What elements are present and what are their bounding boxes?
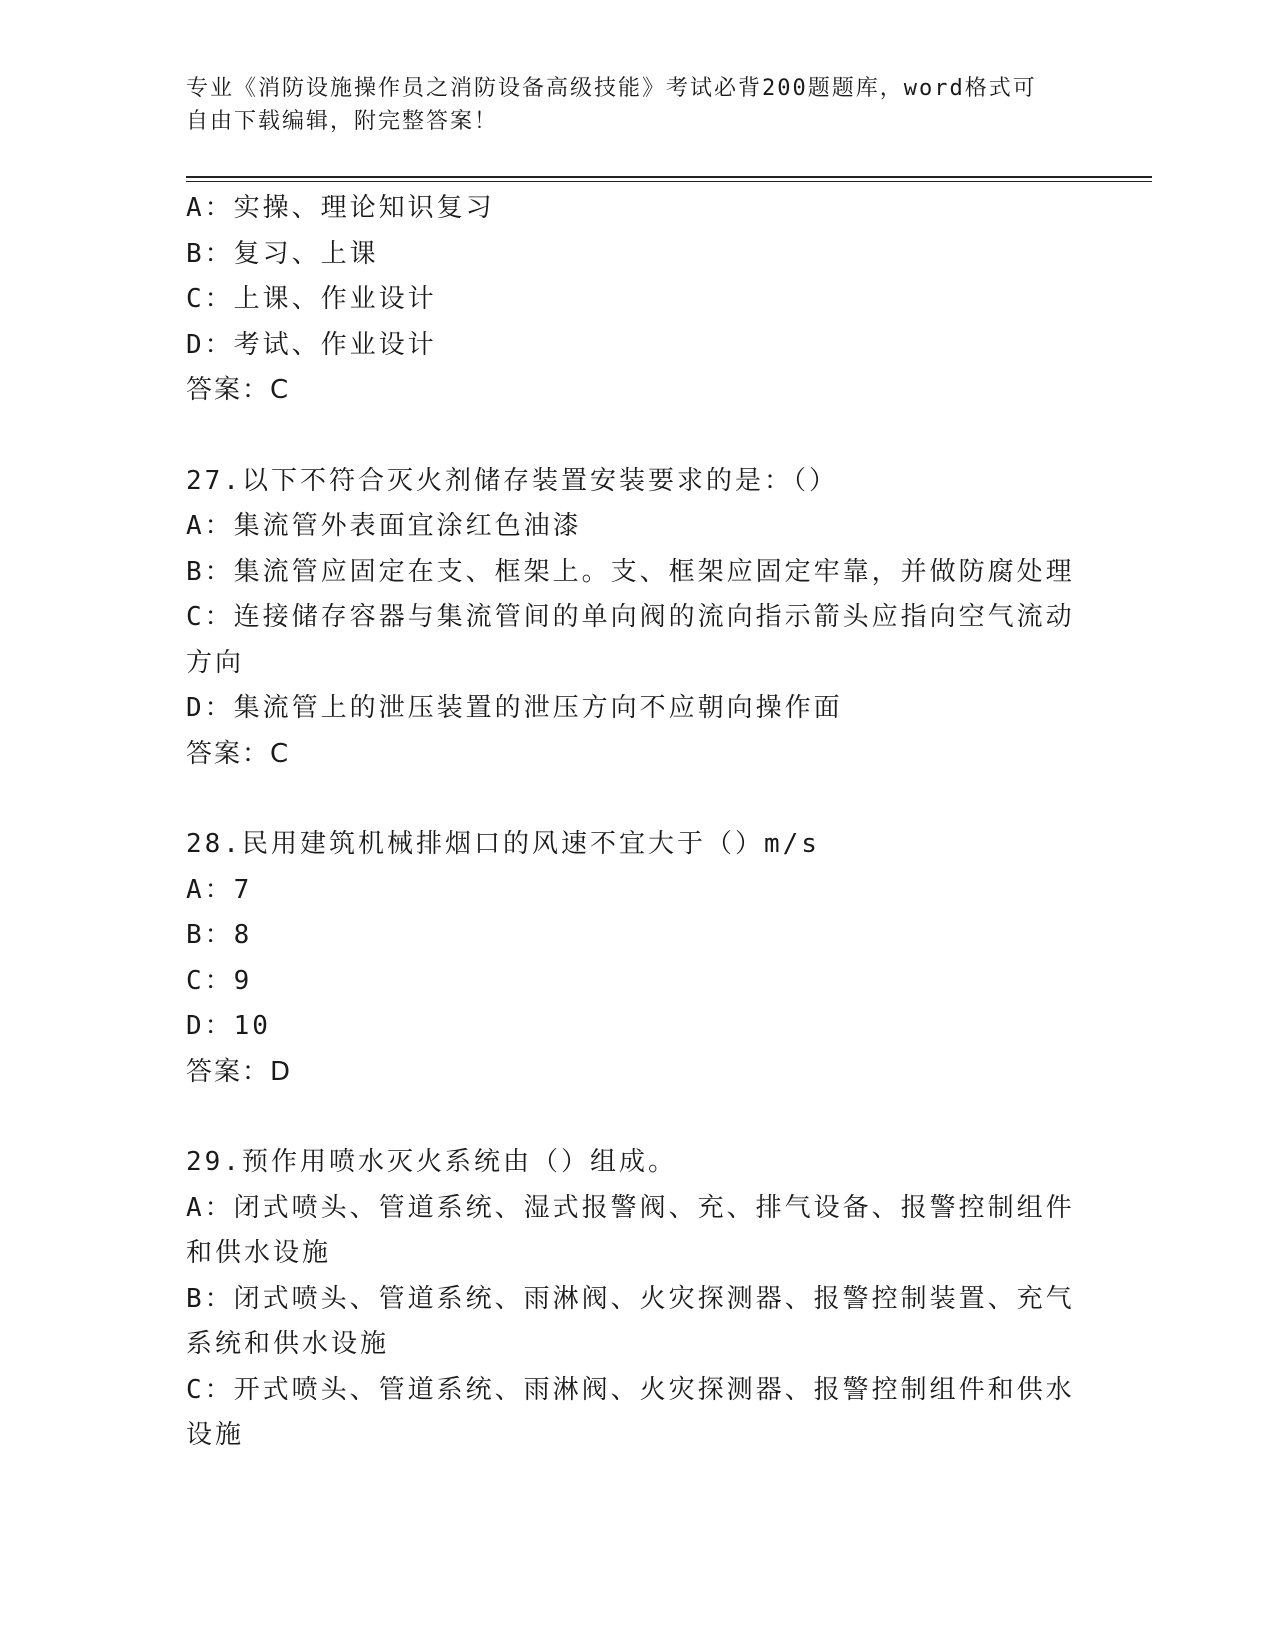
option-b-continued: 系统和供水设施 bbox=[186, 1329, 390, 1359]
option-a: A：闭式喷头、管道系统、湿式报警阀、充、排气设备、报警控制组件 bbox=[186, 1192, 1075, 1223]
header-title-line-2: 自由下载编辑，附完整答案！ bbox=[186, 109, 499, 134]
spacer bbox=[186, 414, 1086, 459]
question-block-27 bbox=[186, 459, 1086, 778]
question-block-26 bbox=[186, 186, 1086, 414]
header-divider-thick bbox=[186, 176, 1152, 178]
question-text: 28.民用建筑机械排烟口的风速不宜大于（）m/s bbox=[186, 829, 820, 859]
option-c: C：9 bbox=[186, 965, 253, 996]
answer-line: 答案：D bbox=[186, 1056, 293, 1087]
option-c: C：开式喷头、管道系统、雨淋阀、火灾探测器、报警控制组件和供水 bbox=[186, 1374, 1075, 1405]
answer-line: 答案：C bbox=[186, 375, 291, 405]
option-c: C：连接储存容器与集流管间的单向阀的流向指示箭头应指向空气流动 bbox=[186, 602, 1075, 632]
header-title-line-1: 专业《消防设施操作员之消防设备高级技能》考试必背200题题库，word格式可 bbox=[186, 76, 1037, 101]
option-c: C：上课、作业设计 bbox=[186, 284, 437, 314]
option-d: D：考试、作业设计 bbox=[186, 329, 437, 360]
document-header bbox=[186, 72, 1066, 138]
option-b: B：集流管应固定在支、框架上。支、框架应固定牢靠，并做防腐处理 bbox=[186, 556, 1075, 587]
spacer bbox=[186, 1095, 1086, 1140]
option-b: B：闭式喷头、管道系统、雨淋阀、火灾探测器、报警控制装置、充气 bbox=[186, 1283, 1075, 1314]
option-a: A：集流管外表面宜涂红色油漆 bbox=[186, 511, 582, 541]
option-a: A：实操、理论知识复习 bbox=[186, 193, 495, 223]
question-block-29 bbox=[186, 1140, 1086, 1459]
option-d: D：集流管上的泄压装置的泄压方向不应朝向操作面 bbox=[186, 693, 843, 723]
option-d: D：10 bbox=[186, 1011, 271, 1041]
option-c-continued: 设施 bbox=[186, 1420, 245, 1450]
question-text: 29.预作用喷水灭火系统由（）组成。 bbox=[186, 1147, 677, 1177]
option-b: B：复习、上课 bbox=[186, 238, 379, 269]
option-c-continued: 方向 bbox=[186, 647, 245, 678]
question-content bbox=[186, 186, 1086, 1459]
question-text: 27.以下不符合灭火剂储存装置安装要求的是：（） bbox=[186, 465, 838, 496]
answer-line: 答案：C bbox=[186, 738, 291, 769]
option-b: B：8 bbox=[186, 920, 253, 950]
header-divider-thin bbox=[186, 181, 1152, 182]
option-a-continued: 和供水设施 bbox=[186, 1238, 332, 1268]
question-block-28 bbox=[186, 822, 1086, 1095]
option-a: A：7 bbox=[186, 874, 253, 905]
spacer bbox=[186, 777, 1086, 822]
